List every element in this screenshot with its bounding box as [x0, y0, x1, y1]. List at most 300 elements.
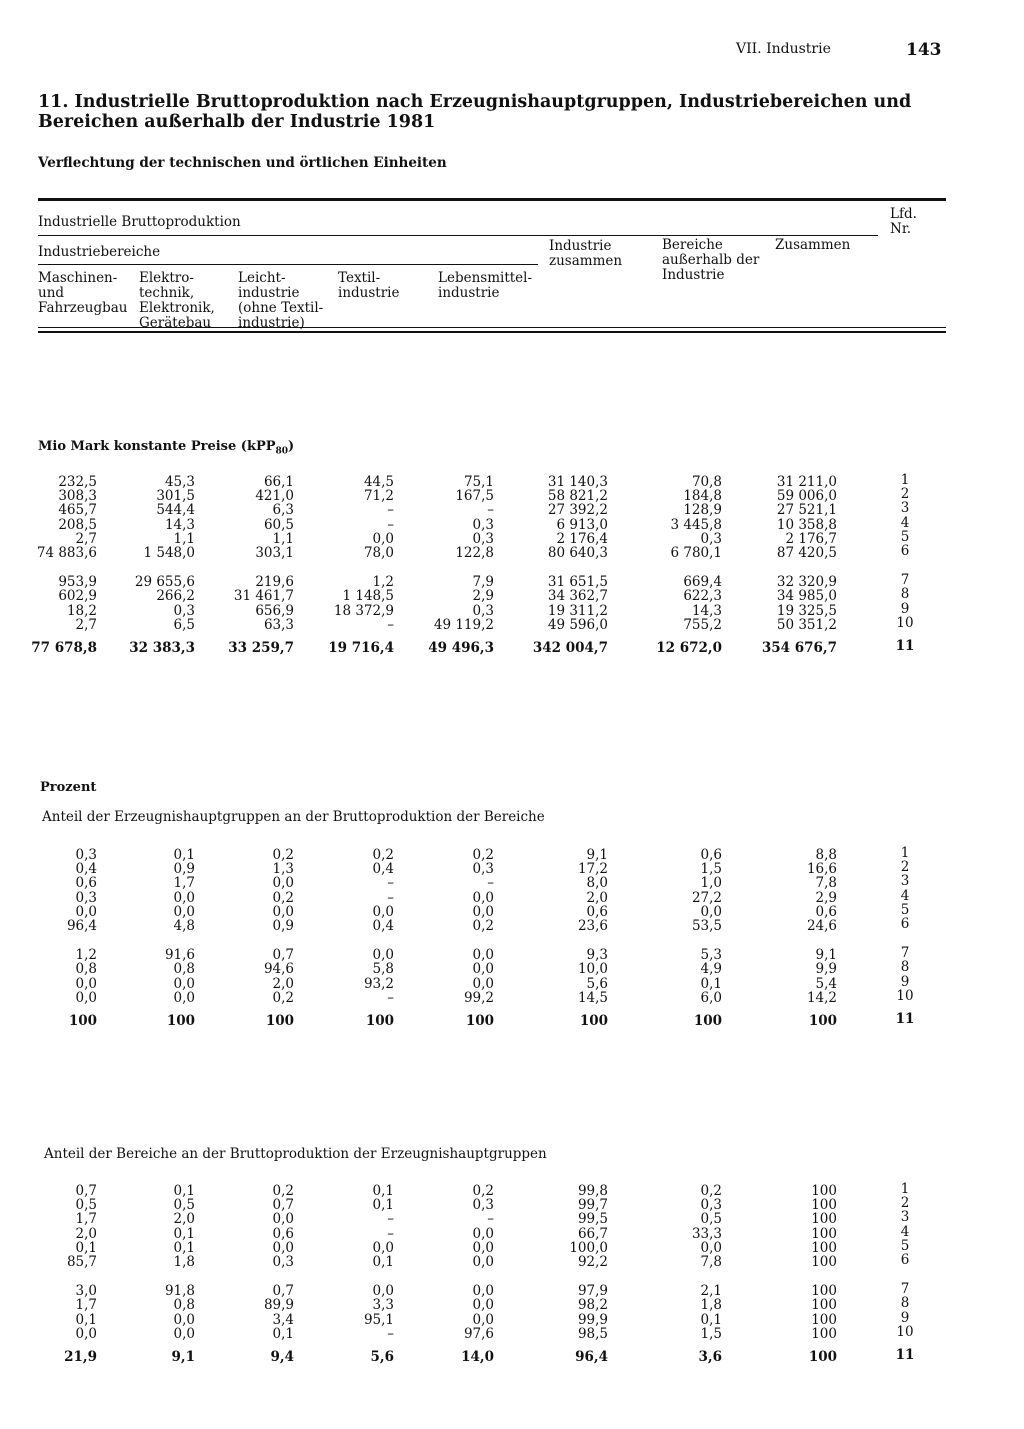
cell-value: 9,3 — [586, 947, 608, 964]
cell-value: 0,0 — [472, 947, 494, 964]
cell-value: 7 — [900, 572, 910, 589]
cell-value: 0,3 — [472, 602, 494, 619]
cell-value: 45,3 — [164, 474, 195, 490]
column-textilindustrie — [304, 1184, 394, 1364]
header-col-bereiche-ausserhalb: Bereiche außerhalb der Industrie — [662, 237, 760, 283]
cell-value: 0,5 — [75, 1197, 97, 1214]
column-lebensmittelindustrie — [404, 1184, 494, 1364]
column-leichtindustrie — [204, 1184, 294, 1364]
cell-value: 14,5 — [577, 989, 608, 1006]
column-leichtindustrie — [204, 848, 294, 1028]
cell-total: 354 676,7 — [761, 639, 837, 656]
cell-value: 0,7 — [75, 1183, 97, 1199]
cell-value: 80 640,3 — [547, 544, 608, 561]
cell-value: 0,0 — [272, 1239, 294, 1256]
cell-value: 0,0 — [700, 903, 722, 920]
cell-total: 21,9 — [64, 1348, 97, 1365]
cell-value: 0,2 — [700, 1183, 722, 1199]
cell-value: 23,6 — [577, 917, 608, 934]
column-leichtindustrie — [204, 475, 294, 655]
cell-value: 92,2 — [577, 1253, 608, 1270]
cell-value: 0,6 — [272, 1225, 294, 1242]
cell-value: 53,5 — [691, 917, 722, 934]
cell-total: 19 716,4 — [328, 639, 394, 656]
cell-total: 12 672,0 — [656, 639, 722, 656]
cell-value: 167,5 — [455, 488, 494, 505]
cell-total: 100 — [808, 1348, 837, 1365]
cell-value: 0,9 — [173, 861, 195, 878]
cell-value: 0,3 — [173, 602, 195, 619]
cell-value: 5,8 — [372, 961, 394, 978]
cell-value: 0,0 — [472, 903, 494, 920]
cell-value: 2,0 — [173, 1211, 195, 1228]
cell-value: 0,1 — [173, 1239, 195, 1256]
cell-value: 0,4 — [372, 917, 394, 934]
cell-value: 0,1 — [173, 847, 195, 863]
cell-total: 100 — [365, 1012, 394, 1029]
cell-value: 98,2 — [577, 1297, 608, 1314]
cell-total: 100 — [166, 1012, 195, 1029]
cell-value: – — [387, 989, 394, 1006]
cell-value: 0,3 — [700, 530, 722, 547]
cell-value: – — [387, 1211, 394, 1228]
cell-value: 0,3 — [472, 1197, 494, 1214]
cell-value: 6,5 — [173, 616, 195, 633]
cell-value: 9 — [900, 973, 910, 990]
cell-value: 0,0 — [472, 1297, 494, 1314]
cell-value: 1,1 — [272, 530, 294, 547]
column-lfd-nr — [890, 473, 920, 653]
cell-value: – — [487, 1211, 494, 1228]
subsection-label-anteil-erzeugnishauptgruppen: Anteil der Erzeugnishauptgruppen an der Bruttoproduktion der Bereiche — [42, 809, 545, 825]
cell-value: 128,9 — [683, 502, 722, 519]
cell-value: 0,0 — [173, 889, 195, 906]
header-col-lebensmittelindustrie: Lebensmittel- industrie — [438, 270, 533, 301]
cell-value: 100 — [811, 1225, 837, 1242]
cell-value: 3,3 — [372, 1297, 394, 1314]
cell-value: 1,5 — [700, 1325, 722, 1342]
cell-value: – — [387, 616, 394, 633]
cell-value: 208,5 — [58, 516, 97, 533]
running-head: VII. Industrie — [736, 41, 831, 57]
cell-value: 10 — [896, 614, 914, 631]
cell-value: 59 006,0 — [776, 488, 837, 505]
cell-value: 97,6 — [463, 1325, 494, 1342]
cell-value: 14,3 — [164, 516, 195, 533]
cell-value: 2,7 — [75, 616, 97, 633]
cell-value: 2,7 — [75, 530, 97, 547]
cell-value: 91,8 — [164, 1283, 195, 1300]
cell-value: 75,1 — [463, 474, 494, 490]
cell-value: 0,1 — [700, 1311, 722, 1328]
cell-value: 4,8 — [173, 917, 195, 934]
column-bereiche-ausserhalb — [632, 848, 722, 1028]
cell-value: 18 372,9 — [333, 602, 394, 619]
cell-value: 3 — [900, 873, 910, 890]
header-rule-3 — [38, 264, 538, 265]
cell-value: 27,2 — [691, 889, 722, 906]
cell-value: 10,0 — [577, 961, 608, 978]
cell-value: 0,3 — [472, 516, 494, 533]
cell-value: 0,0 — [173, 989, 195, 1006]
cell-value: 1 — [900, 1181, 910, 1197]
header-lfd-nr: Lfd. Nr. — [890, 206, 917, 237]
cell-value: 58 821,2 — [547, 488, 608, 505]
cell-value: 0,0 — [272, 875, 294, 892]
cell-value: 8 — [900, 1295, 910, 1312]
cell-value: 4 — [900, 1223, 910, 1240]
cell-value: 27 392,2 — [547, 502, 608, 519]
cell-value: 2 — [900, 486, 910, 503]
cell-value: 6,0 — [700, 989, 722, 1006]
cell-total: 49 496,3 — [428, 639, 494, 656]
column-elektrotechnik — [105, 1184, 195, 1364]
cell-value: 1 548,0 — [143, 544, 195, 561]
cell-value: 2 176,7 — [785, 530, 837, 547]
column-elektrotechnik — [105, 475, 195, 655]
cell-value: 9 — [900, 1309, 910, 1326]
cell-value: 0,1 — [372, 1197, 394, 1214]
cell-value: 100 — [811, 1211, 837, 1228]
cell-value: 0,0 — [173, 1325, 195, 1342]
cell-value: 0,2 — [472, 1183, 494, 1199]
cell-total: 96,4 — [575, 1348, 608, 1365]
column-lfd-nr — [890, 846, 920, 1026]
cell-value: 5 — [900, 528, 910, 545]
cell-value: 8 — [900, 586, 910, 603]
cell-value: 1 — [900, 472, 910, 488]
cell-value: 308,3 — [58, 488, 97, 505]
cell-value: 6 — [900, 542, 910, 559]
column-lebensmittelindustrie — [404, 475, 494, 655]
cell-value: 0,3 — [472, 530, 494, 547]
cell-value: 0,6 — [700, 847, 722, 863]
cell-total: 3,6 — [698, 1348, 722, 1365]
cell-value: 9 — [900, 600, 910, 617]
cell-value: 31 461,7 — [233, 588, 294, 605]
cell-value: 0,2 — [272, 1183, 294, 1199]
cell-value: 70,8 — [691, 474, 722, 490]
cell-value: 0,0 — [372, 530, 394, 547]
header-col-zusammen: Zusammen — [775, 237, 851, 253]
column-zusammen — [747, 848, 837, 1028]
cell-value: 0,0 — [472, 975, 494, 992]
cell-value: 8,8 — [815, 847, 837, 863]
cell-value: 87 420,5 — [776, 544, 837, 561]
cell-value: 0,7 — [272, 947, 294, 964]
header-col-maschinenbau: Maschinen- und Fahrzeugbau — [38, 270, 128, 316]
cell-value: 0,6 — [815, 903, 837, 920]
cell-value: 0,2 — [272, 989, 294, 1006]
cell-value: 184,8 — [683, 488, 722, 505]
cell-value: 31 211,0 — [776, 474, 837, 490]
cell-value: 18,2 — [66, 602, 97, 619]
cell-value: 100 — [811, 1197, 837, 1214]
cell-value: 6 780,1 — [670, 544, 722, 561]
section-label-prozent: Prozent — [40, 780, 97, 795]
cell-value: 66,7 — [577, 1225, 608, 1242]
column-bereiche-ausserhalb — [632, 1184, 722, 1364]
cell-value: 5,6 — [586, 975, 608, 992]
cell-value: 0,0 — [272, 1211, 294, 1228]
cell-value: 1,0 — [700, 875, 722, 892]
cell-value: 2 — [900, 1195, 910, 1212]
cell-value: 94,6 — [263, 961, 294, 978]
cell-value: 66,1 — [263, 474, 294, 490]
cell-value: – — [387, 516, 394, 533]
cell-value: 8 — [900, 959, 910, 976]
cell-value: 0,9 — [272, 917, 294, 934]
cell-value: 14,2 — [806, 989, 837, 1006]
cell-value: – — [387, 889, 394, 906]
column-maschinenbau — [7, 475, 97, 655]
cell-value: 1,3 — [272, 861, 294, 878]
cell-value: 266,2 — [156, 588, 195, 605]
cell-value: – — [387, 875, 394, 892]
column-lfd-nr — [890, 1182, 920, 1362]
cell-value: – — [387, 502, 394, 519]
cell-value: 0,2 — [472, 847, 494, 863]
column-zusammen — [747, 1184, 837, 1364]
cell-value: 0,0 — [75, 989, 97, 1006]
header-col-leichtindustrie: Leicht- industrie (ohne Textil- industrie) — [238, 270, 324, 331]
column-zusammen — [747, 475, 837, 655]
cell-value: 95,1 — [363, 1311, 394, 1328]
column-bereiche-ausserhalb — [632, 475, 722, 655]
column-maschinenbau — [7, 848, 97, 1028]
cell-value: 4 — [900, 514, 910, 531]
cell-total: 100 — [68, 1012, 97, 1029]
cell-value: 3 — [900, 500, 910, 517]
cell-value: 2,0 — [272, 975, 294, 992]
cell-value: 0,3 — [75, 889, 97, 906]
cell-value: 9,9 — [815, 961, 837, 978]
cell-value: 0,1 — [173, 1225, 195, 1242]
cell-total: 32 383,3 — [129, 639, 195, 656]
cell-value: 44,5 — [363, 474, 394, 490]
cell-value: 91,6 — [164, 947, 195, 964]
header-col-elektrotechnik: Elektro- technik, Elektronik, Gerätebau — [139, 270, 215, 331]
cell-value: 3,0 — [75, 1283, 97, 1300]
cell-value: 99,8 — [577, 1183, 608, 1199]
cell-value: 74 883,6 — [36, 544, 97, 561]
cell-total: 100 — [808, 1012, 837, 1029]
cell-value: 755,2 — [683, 616, 722, 633]
cell-value: 100 — [811, 1283, 837, 1300]
column-maschinenbau — [7, 1184, 97, 1364]
cell-value: 0,0 — [173, 1311, 195, 1328]
cell-value: 0,0 — [472, 889, 494, 906]
cell-value: 99,5 — [577, 1211, 608, 1228]
cell-value: 96,4 — [66, 917, 97, 934]
subsection-label-anteil-bereiche: Anteil der Bereiche an der Bruttoproduktion der Erzeugnishauptgruppen — [44, 1146, 547, 1162]
cell-value: 100 — [811, 1311, 837, 1328]
header-top-rule — [38, 198, 946, 201]
cell-value: 99,9 — [577, 1311, 608, 1328]
cell-value: 3,4 — [272, 1311, 294, 1328]
cell-value: 34 362,7 — [547, 588, 608, 605]
cell-value: 0,1 — [700, 975, 722, 992]
cell-value: 71,2 — [363, 488, 394, 505]
cell-value: 27 521,1 — [776, 502, 837, 519]
cell-value: 301,5 — [156, 488, 195, 505]
cell-value: 6,3 — [272, 502, 294, 519]
cell-value: 7 — [900, 1281, 910, 1298]
cell-value: 0,0 — [472, 1225, 494, 1242]
cell-total: 342 004,7 — [532, 639, 608, 656]
cell-value: 19 325,5 — [776, 602, 837, 619]
cell-total: 100 — [693, 1012, 722, 1029]
cell-value: 0,8 — [173, 961, 195, 978]
cell-value: 0,5 — [173, 1197, 195, 1214]
cell-value: 19 311,2 — [547, 602, 608, 619]
column-textilindustrie — [304, 848, 394, 1028]
cell-value: 1,8 — [173, 1253, 195, 1270]
cell-value: 99,7 — [577, 1197, 608, 1214]
cell-value: 0,7 — [272, 1283, 294, 1300]
cell-value: 0,0 — [372, 1283, 394, 1300]
header-col-textilindustrie: Textil- industrie — [338, 270, 400, 301]
cell-value: 656,9 — [255, 602, 294, 619]
cell-value: 1,5 — [700, 861, 722, 878]
cell-value: 0,0 — [75, 1325, 97, 1342]
cell-value: 1 — [900, 845, 910, 861]
cell-value: 303,1 — [255, 544, 294, 561]
cell-value: 232,5 — [58, 474, 97, 490]
cell-value: 0,0 — [75, 903, 97, 920]
cell-value: 100 — [811, 1183, 837, 1199]
cell-value: 122,8 — [455, 544, 494, 561]
cell-value: 1,2 — [372, 574, 394, 591]
cell-value: 29 655,6 — [134, 574, 195, 591]
cell-value: 953,9 — [58, 574, 97, 591]
cell-value: 6 — [900, 1251, 910, 1268]
cell-value: 63,3 — [263, 616, 294, 633]
column-industrie-zusammen — [518, 1184, 608, 1364]
cell-value: 0,1 — [272, 1325, 294, 1342]
cell-value: 9,1 — [586, 847, 608, 863]
cell-value: 4,9 — [700, 961, 722, 978]
cell-value: 0,0 — [173, 975, 195, 992]
cell-value: 622,3 — [683, 588, 722, 605]
cell-value: 85,7 — [66, 1253, 97, 1270]
cell-value: 7,8 — [815, 875, 837, 892]
cell-value: 31 651,5 — [547, 574, 608, 591]
cell-value: 2 — [900, 859, 910, 876]
cell-value: 0,0 — [75, 975, 97, 992]
cell-total: 100 — [465, 1012, 494, 1029]
column-lebensmittelindustrie — [404, 848, 494, 1028]
cell-value: 10 — [896, 1323, 914, 1340]
cell-value: 669,4 — [683, 574, 722, 591]
cell-value: 5 — [900, 901, 910, 918]
cell-value: – — [487, 875, 494, 892]
cell-value: 97,9 — [577, 1283, 608, 1300]
cell-value: 2,9 — [815, 889, 837, 906]
cell-value: 0,0 — [700, 1239, 722, 1256]
cell-value: 2,1 — [700, 1283, 722, 1300]
cell-total: 5,6 — [370, 1348, 394, 1365]
cell-value: 1 148,5 — [342, 588, 394, 605]
header-rule-2 — [38, 235, 878, 236]
cell-value: 0,1 — [372, 1253, 394, 1270]
cell-value: 7,8 — [700, 1253, 722, 1270]
cell-value: 0,2 — [272, 847, 294, 863]
cell-total: 9,1 — [171, 1348, 195, 1365]
cell-value: – — [387, 1325, 394, 1342]
cell-value: 0,3 — [75, 847, 97, 863]
column-industrie-zusammen — [518, 475, 608, 655]
cell-value: 0,2 — [472, 917, 494, 934]
cell-value: 5,3 — [700, 947, 722, 964]
cell-value: 1,7 — [75, 1211, 97, 1228]
cell-value: 544,4 — [156, 502, 195, 519]
cell-value: – — [487, 502, 494, 519]
cell-value: 5,4 — [815, 975, 837, 992]
cell-value: 2 176,4 — [556, 530, 608, 547]
cell-value: 7,9 — [472, 574, 494, 591]
cell-value: 14,3 — [691, 602, 722, 619]
cell-value: 0,4 — [75, 861, 97, 878]
cell-value: 24,6 — [806, 917, 837, 934]
cell-value: 93,2 — [363, 975, 394, 992]
cell-value: 0,0 — [372, 947, 394, 964]
cell-value: 0,0 — [372, 903, 394, 920]
cell-value: 0,0 — [372, 1239, 394, 1256]
cell-value: 34 985,0 — [776, 588, 837, 605]
section-label-mio-mark: Mio Mark konstante Preise (kPP$_{80}$) — [38, 439, 295, 457]
cell-value: 98,5 — [577, 1325, 608, 1342]
cell-value: 0,4 — [372, 861, 394, 878]
cell-value: – — [387, 1225, 394, 1242]
cell-value: 0,2 — [272, 889, 294, 906]
cell-value: 0,2 — [372, 847, 394, 863]
cell-value: 5 — [900, 1237, 910, 1254]
cell-value: 2,9 — [472, 588, 494, 605]
cell-value: 99,2 — [463, 989, 494, 1006]
cell-total: 33 259,7 — [228, 639, 294, 656]
cell-value: 89,9 — [263, 1297, 294, 1314]
cell-value: 0,3 — [272, 1253, 294, 1270]
cell-total: 11 — [895, 1346, 915, 1363]
cell-value: 0,1 — [173, 1183, 195, 1199]
cell-value: 100 — [811, 1253, 837, 1270]
cell-value: 219,6 — [255, 574, 294, 591]
cell-value: 10 358,8 — [776, 516, 837, 533]
cell-value: 0,3 — [700, 1197, 722, 1214]
cell-total: 100 — [579, 1012, 608, 1029]
cell-value: 16,6 — [806, 861, 837, 878]
cell-value: 0,5 — [700, 1211, 722, 1228]
cell-value: 3 — [900, 1209, 910, 1226]
cell-value: 33,3 — [691, 1225, 722, 1242]
cell-value: 465,7 — [58, 502, 97, 519]
cell-value: 0,0 — [472, 961, 494, 978]
cell-value: 0,8 — [75, 961, 97, 978]
cell-value: 50 351,2 — [776, 616, 837, 633]
page-number: 143 — [906, 40, 942, 60]
cell-value: 0,0 — [472, 1311, 494, 1328]
cell-value: 100 — [811, 1239, 837, 1256]
cell-value: 100 — [811, 1325, 837, 1342]
cell-value: 0,1 — [75, 1239, 97, 1256]
cell-value: 0,8 — [173, 1297, 195, 1314]
header-bottom-rule-b — [38, 331, 946, 333]
cell-value: 2,0 — [586, 889, 608, 906]
cell-value: 1,1 — [173, 530, 195, 547]
cell-value: 4 — [900, 887, 910, 904]
header-col-industrie-zusammen: Industrie zusammen — [549, 238, 623, 269]
